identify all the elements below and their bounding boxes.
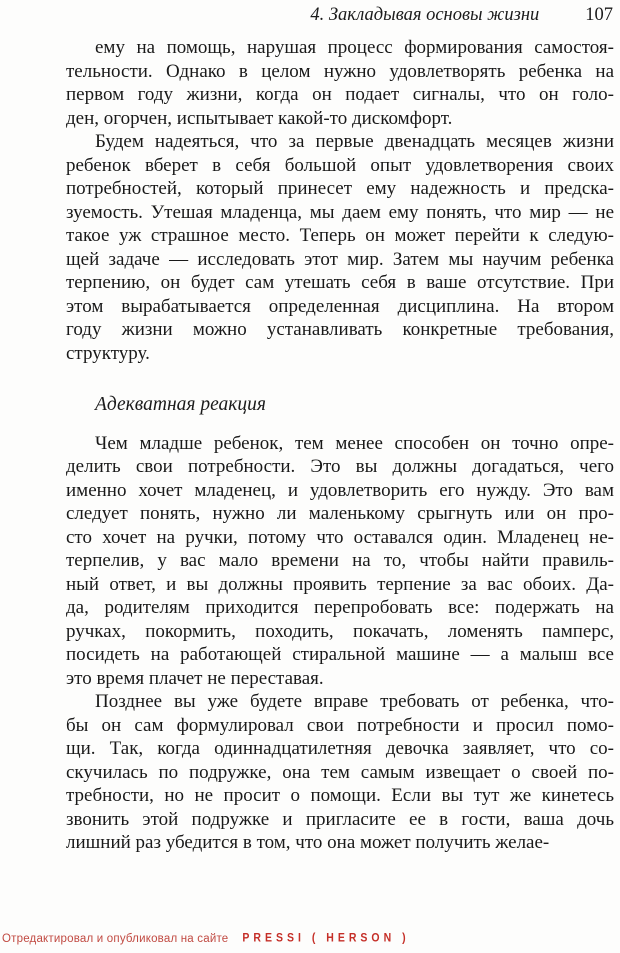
section-heading: Адекватная реакция (95, 394, 266, 415)
paragraph (66, 130, 614, 365)
paragraph (66, 690, 614, 855)
text-line: ден, огорчен, испытывает какой-то дискомфорт. (66, 107, 453, 129)
text-line: ребенок вберет в себя большой опыт удовлетворения своих (66, 154, 614, 176)
text-line: терпению, он будет сам утешать себя в ваше отсутствие. При (66, 272, 614, 293)
page-body (66, 36, 614, 855)
text-line: ему на помощь, нарушая процесс формирования самостоя- (95, 37, 614, 58)
footer-note: Отредактировал и опубликовал на сайте (2, 933, 229, 945)
page-number: 107 (585, 5, 613, 25)
running-header (0, 3, 613, 27)
text-line: бы он сам формулировал свои потребности и просил помо- (66, 714, 614, 736)
text-line: скучилась по подружке, она тем самым извещает о своей по- (66, 761, 614, 783)
text-line: лишний раз убедится в том, что она может получить желае- (66, 832, 550, 853)
text-line: структуру. (66, 342, 150, 364)
text-line: следует понять, нужно ли маленькому срыгнуть или он про- (66, 503, 614, 524)
text-line: ручках, покормить, походить, покачать, ломенять памперс, (66, 620, 614, 642)
text-line: такое уж страшное место. Теперь он может перейти к следую- (66, 225, 614, 246)
text-line: ный ответ, и вы должны проявить терпение за вас обоих. Да- (66, 573, 614, 595)
chapter-title: 4. Закладывая основы жизни (310, 5, 540, 25)
text-line: делить свои потребности. Это вы должны догадаться, чего (66, 456, 614, 477)
text-line: именно хочет младенец, и удовлетворить его нужду. Это вам (66, 479, 614, 501)
text-line: щей задаче — исследовать этот мир. Затем мы научим ребенка (66, 248, 614, 270)
text-line: требности, но не просит о помощи. Если вы тут же кинетесь (66, 785, 614, 806)
text-line: зуемость. Утешая младенца, мы даем ему понять, что мир — не (66, 201, 614, 223)
text-line: тельности. Однако в целом нужно удовлетворять ребенка на (66, 60, 614, 82)
text-line: потребностей, который принесет ему надежность и предска- (66, 178, 614, 199)
footer-site-mark: PRESSI ( HERSON ) (242, 931, 410, 945)
text-line: звонить этой подружке и пригласите ее в гости, ваша дочь (66, 808, 614, 830)
paragraph (66, 432, 614, 691)
text-line: да, родителям приходится перепробовать все: подержать на (66, 597, 614, 618)
text-line: Чем младше ребенок, тем менее способен он точно опре- (95, 432, 614, 454)
text-line: Будем надеяться, что за первые двенадцать месяцев жизни (95, 131, 614, 152)
page-footer (2, 933, 410, 945)
text-line: году жизни можно устанавливать конкретные требования, (66, 319, 614, 340)
text-line: это время плачет не переставая. (66, 667, 324, 689)
text-line: щи. Так, когда одиннадцатилетняя девочка заявляет, что со- (66, 738, 614, 759)
text-line: первом году жизни, когда он подает сигналы, что он голо- (66, 84, 614, 105)
text-line: Позднее вы уже будете вправе требовать от ребенка, что- (95, 691, 614, 712)
text-line: этом вырабатывается определенная дисциплина. На втором (66, 295, 614, 317)
paragraph (66, 36, 614, 130)
text-line: терпелив, у вас мало времени на то, чтобы найти правиль- (66, 550, 614, 571)
text-line: сто хочет на ручки, потому что оставался один. Младенец не- (66, 526, 614, 548)
text-line: посидеть на работающей стиральной машине — а малыш все (66, 644, 614, 665)
